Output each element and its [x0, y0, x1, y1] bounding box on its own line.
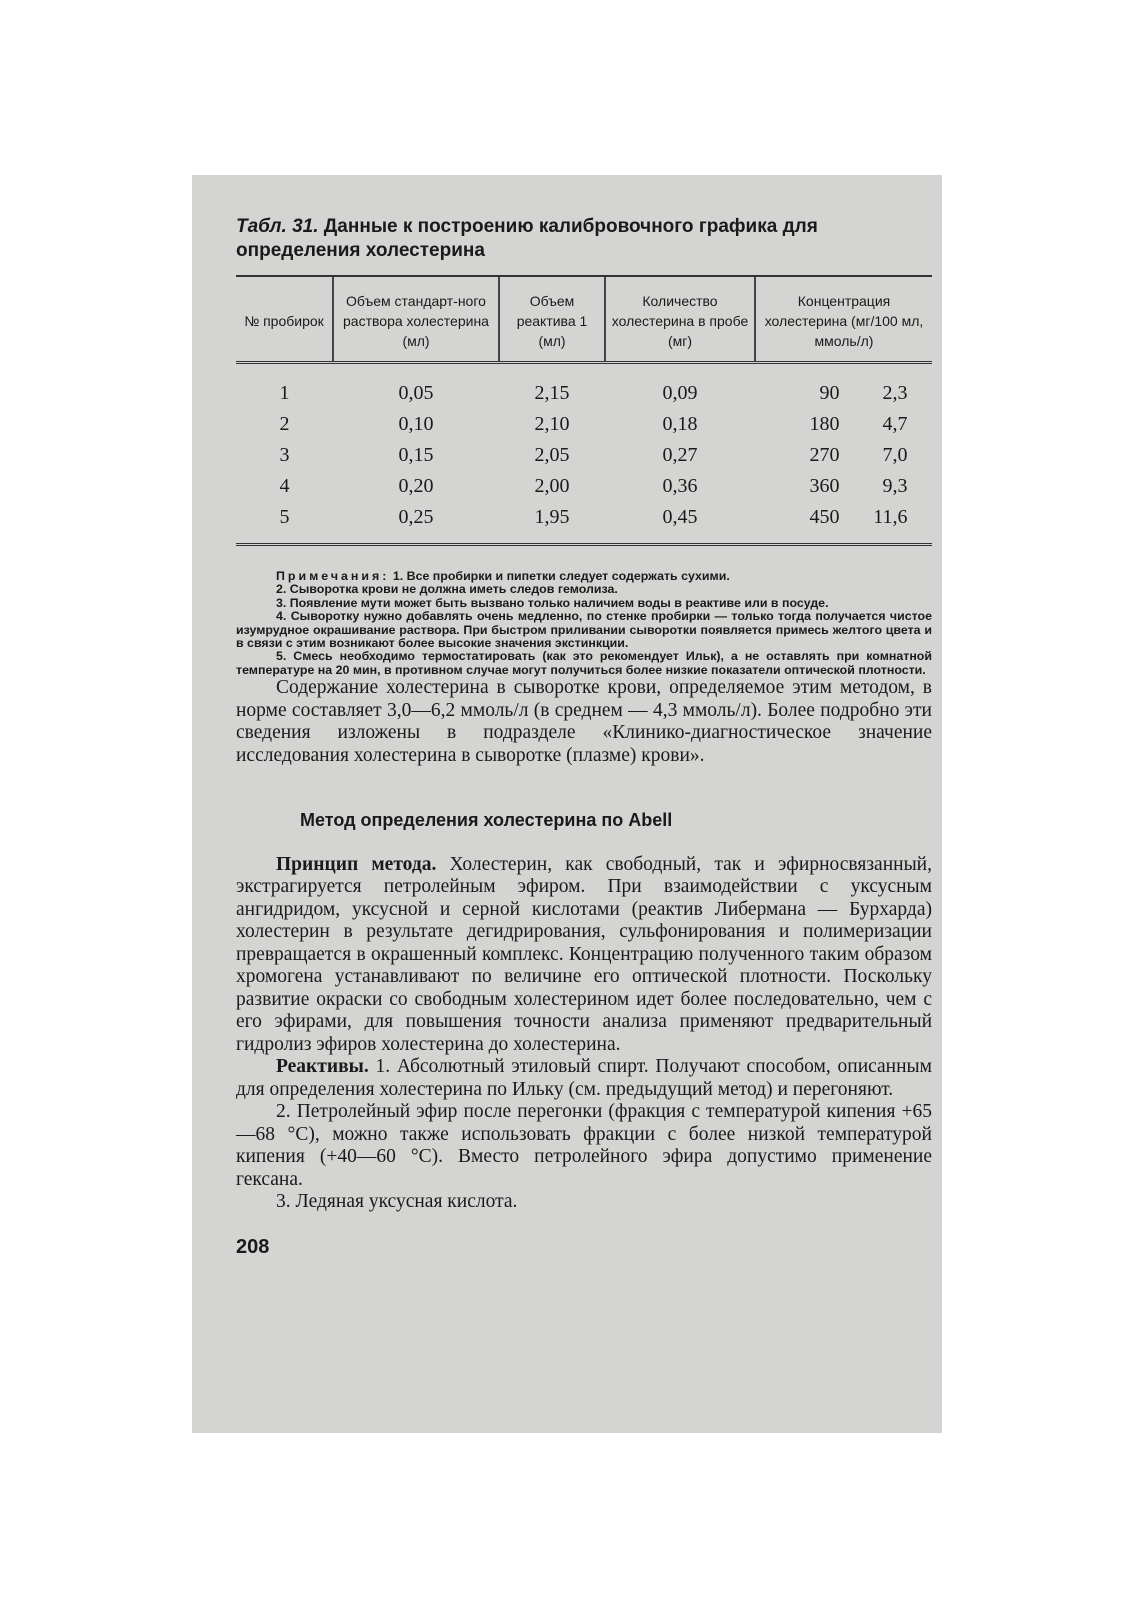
- page-number: 208: [236, 1235, 270, 1258]
- cell-cholesterol-amount: 0,45: [605, 502, 755, 545]
- body-text: [236, 677, 932, 1214]
- cell-cholesterol-amount: 0,09: [662, 382, 698, 404]
- cell-cholesterol-amount: 0,18: [662, 413, 698, 435]
- section-title: Метод определения холестерина по Abell: [300, 810, 673, 831]
- notes-block: [236, 570, 932, 677]
- concentration-mmol: 11,6: [873, 506, 908, 528]
- cell-cholesterol-amount: 0,27: [662, 444, 698, 466]
- table-header-row: [236, 276, 932, 363]
- concentration-mg: 270: [809, 444, 840, 466]
- table-caption-label: Табл. 31.: [236, 216, 319, 237]
- concentration-mg: 360: [809, 475, 840, 497]
- concentration-mmol: 7,0: [882, 444, 908, 466]
- table-row: [236, 363, 932, 410]
- calibration-table: [236, 275, 932, 546]
- cell-concentration: [755, 440, 932, 471]
- cell-std-volume: 0,20: [398, 475, 434, 497]
- cell-reagent-volume: 2,15: [534, 382, 570, 404]
- cell-concentration: [755, 471, 932, 502]
- note-item-5: 5. Смесь необходимо термостатировать (как это рекомендует Ильк), а не оставлять при комнатной температуре на 20 мин, в противном случае могут получиться более низкие показатели оптической плотности.: [236, 649, 932, 677]
- cell-tube-number: 2: [279, 413, 290, 435]
- table-row: [236, 502, 932, 545]
- note-item-3: 3. Появление мути может быть вызвано только наличием воды в реактиве или в посуде.: [276, 595, 829, 610]
- table-row: [236, 471, 932, 502]
- col-header-tube-number: № пробирок: [236, 276, 333, 363]
- cell-reagent-volume: 2,05: [534, 444, 570, 466]
- scanned-page: [192, 175, 942, 1433]
- cell-cholesterol-amount: 0,36: [662, 475, 698, 497]
- cell-reagent-volume: 2,00: [534, 475, 570, 497]
- reagents-paragraph-1: [236, 1056, 932, 1101]
- concentration-mg: 450: [809, 506, 840, 528]
- normal-values-paragraph: Содержание холестерина в сыворотке крови, определяемое этим методом, в норме составляет 3,0—6,2 ммоль/л (в среднем — 4,3 ммоль/л). Более подробно эти сведения изложены в подразделе «Клинико-диагностическое значение исследования холестерина в сыворотке (плазме) крови».: [236, 677, 932, 766]
- reagents-lead: Реактивы.: [276, 1056, 369, 1078]
- table-row: [236, 440, 932, 471]
- concentration-mg: 90: [819, 382, 840, 404]
- reagents-paragraph-2: 2. Петролейный эфир после перегонки (фракция с температурой кипения +65—68 °С), можно также использовать фракции с более низкой температурой кипения (+40—60 °С). Вместо петролейного эфира допустимо применение гексана.: [236, 1101, 932, 1190]
- page-content: [236, 215, 932, 1259]
- cell-reagent-volume: 1,95: [499, 502, 605, 545]
- cell-std-volume: 0,25: [333, 502, 499, 545]
- table-caption-text: Данные к построению калибровочного графика для определения холестерина: [236, 216, 818, 261]
- cell-reagent-volume: 2,10: [534, 413, 570, 435]
- cell-std-volume: 0,10: [398, 413, 434, 435]
- concentration-mmol: 4,7: [882, 413, 908, 435]
- cell-tube-number: 1: [279, 382, 290, 404]
- reagents-paragraph-3: 3. Ледяная уксусная кислота.: [276, 1191, 518, 1213]
- note-item-2: 2. Сыворотка крови не должна иметь следов гемолиза.: [276, 582, 618, 597]
- principle-lead: Принцип метода.: [276, 853, 437, 875]
- cell-std-volume: 0,05: [398, 382, 434, 404]
- reagents-text-1: 1. Абсолютный этиловый спирт. Получают способом, описанным для определения холестерина по Ильку (см. предыдущий метод) и перегоняют.: [236, 1056, 932, 1100]
- cell-tube-number: 5: [236, 502, 333, 545]
- col-header-std-volume: Объем стандарт-ного раствора холестерина (мл): [333, 276, 499, 363]
- concentration-mmol: 2,3: [882, 382, 908, 404]
- table-row: [236, 409, 932, 440]
- col-header-reagent-volume: Объем реактива 1 (мл): [499, 276, 605, 363]
- cell-tube-number: 3: [279, 444, 290, 466]
- cell-concentration: [755, 502, 932, 545]
- note-item-4: 4. Сыворотку нужно добавлять очень медленно, по стенке пробирки — только тогда получается чистое изумрудное окрашивание раствора. При быстром приливании сыворотки появляется примесь желтого цвета и в связи с этим возникают более высокие значения экстинкции.: [236, 609, 932, 651]
- cell-std-volume: 0,15: [398, 444, 434, 466]
- concentration-mg: 180: [809, 413, 840, 435]
- table-caption: [236, 215, 932, 263]
- note-item-1: Примечания: 1. Все пробирки и пипетки следует содержать сухими.: [276, 569, 730, 583]
- principle-paragraph: [236, 854, 932, 1057]
- cell-concentration: [755, 409, 932, 440]
- cell-concentration: [755, 363, 932, 410]
- col-header-cholesterol-amount: Количество холестерина в пробе (мг): [605, 276, 755, 363]
- principle-text: Холестерин, как свободный, так и эфирносвязанный, экстрагируется петролейным эфиром. При взаимодействии с уксусным ангидридом, уксусной и серной кислотами (реактив Либермана — Бурхарда) холестерин в результате дегидрирования, сульфонирования и полимеризации превращается в окрашенный комплекс. Концентрацию полученного таким образом хромогена устанавливают по величине его оптической плотности. Поскольку развитие окраски со свободным холестерином идет более последовательно, чем с его эфирами, для повышения точности анализа применяют предварительный гидролиз эфиров холестерина до холестерина.: [236, 853, 932, 1055]
- col-header-concentration: Концентрация холестерина (мг/100 мл, ммоль/л): [755, 276, 932, 363]
- notes-label: Примечания:: [276, 569, 390, 583]
- concentration-mmol: 9,3: [882, 475, 908, 497]
- cell-tube-number: 4: [279, 475, 290, 497]
